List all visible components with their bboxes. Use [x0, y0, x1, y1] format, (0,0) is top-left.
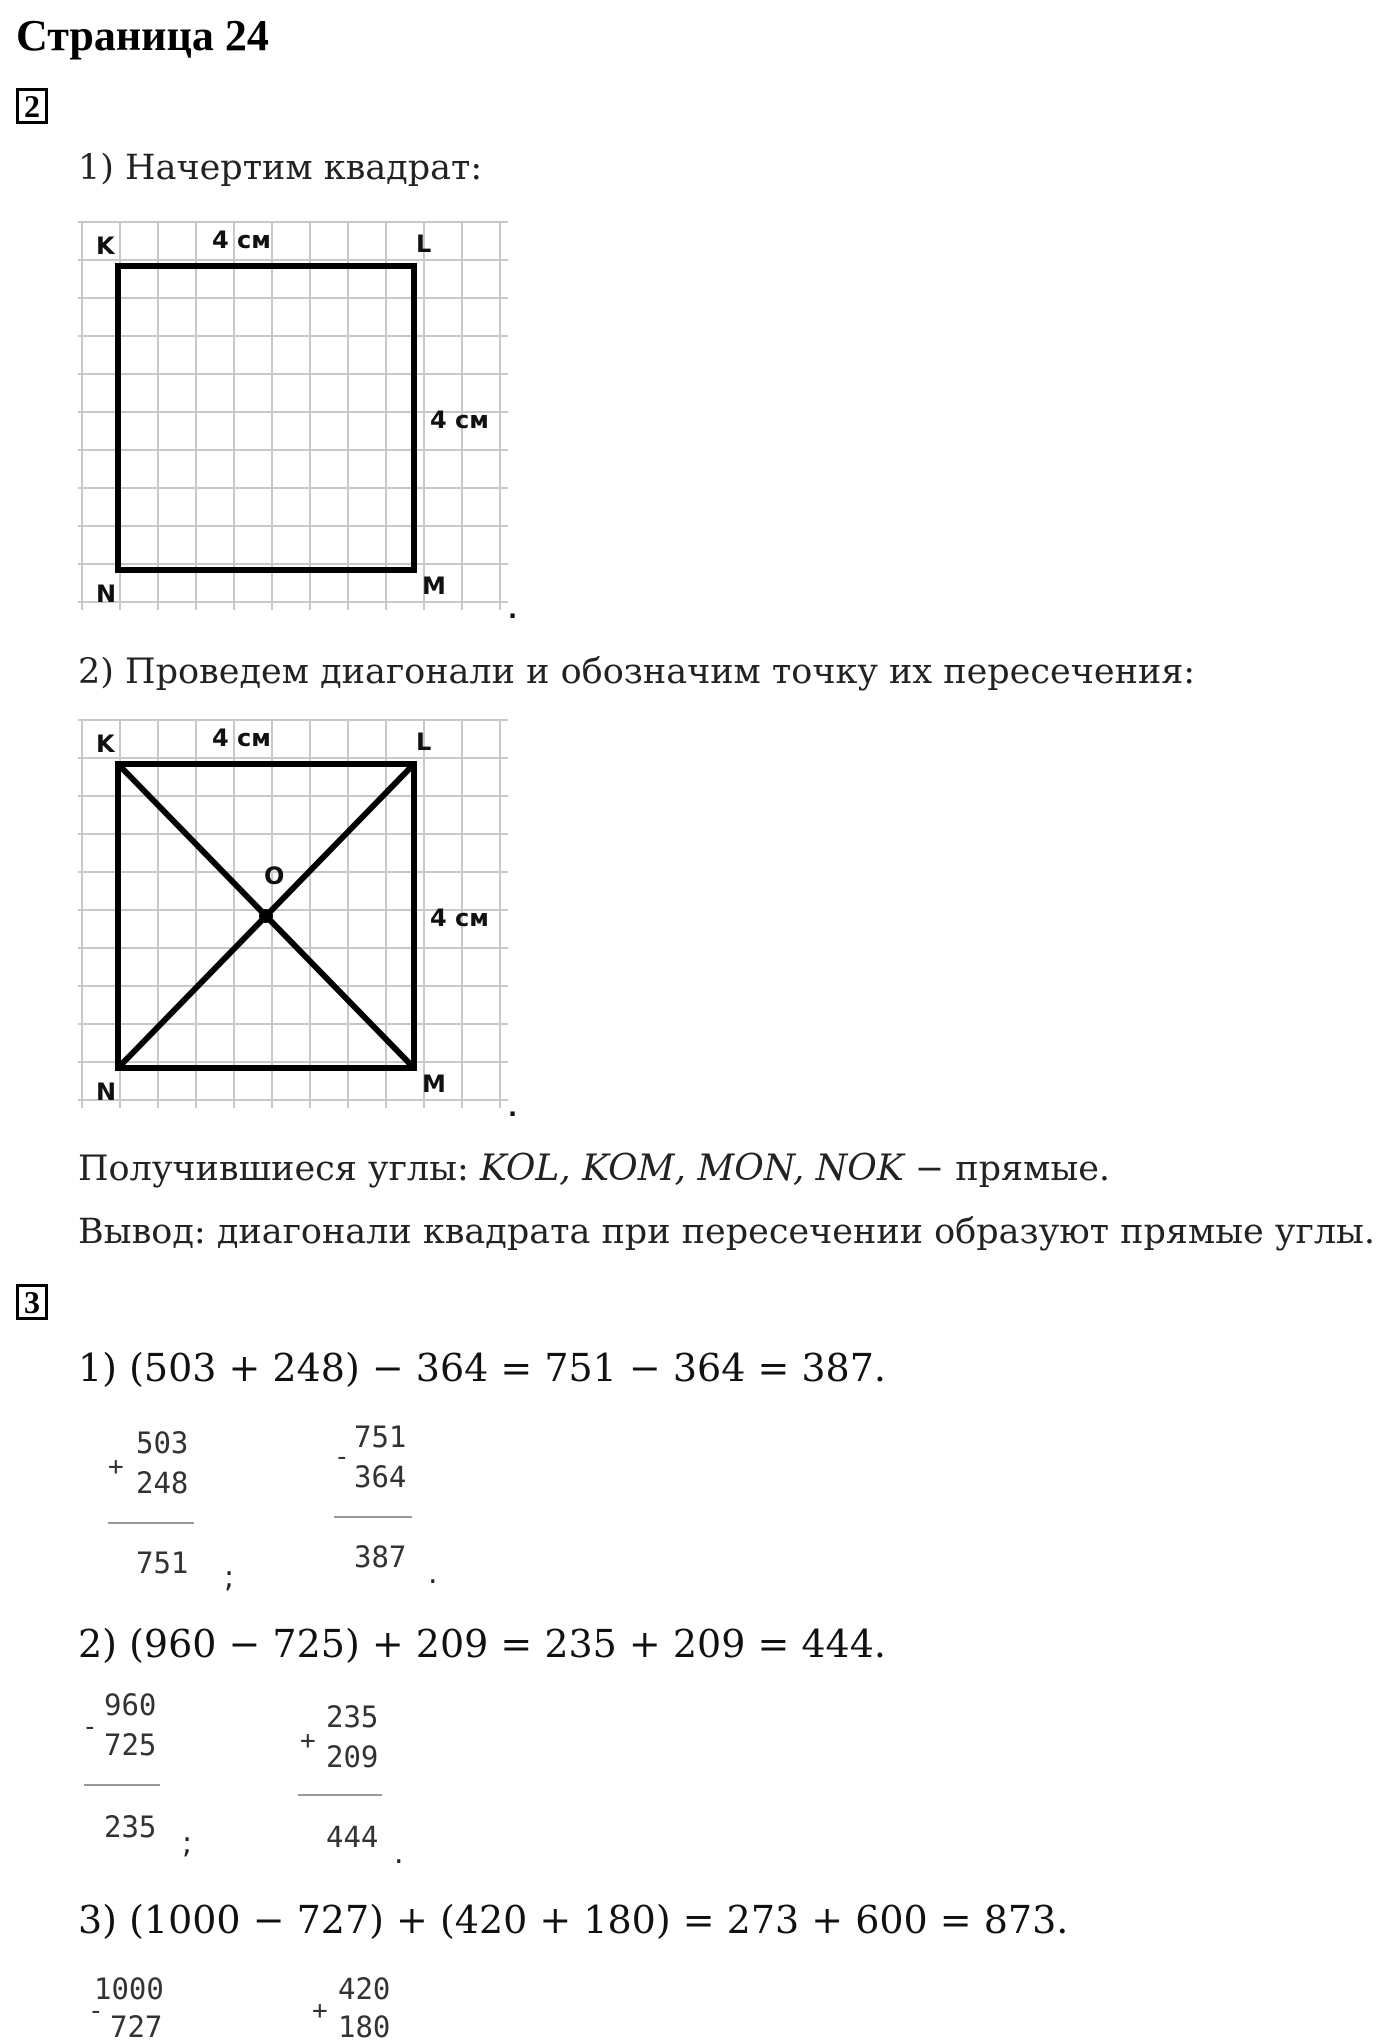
page-title: Страница 24 [16, 11, 269, 60]
figure-end-mark: . [508, 1094, 518, 1122]
result-line [84, 1784, 160, 1786]
equation-1: 1) (503 + 248) − 364 = 751 − 364 = 387. [78, 1346, 886, 1390]
top-side-length: 4 см [212, 226, 271, 254]
operation-sign: - [82, 1712, 98, 1742]
result-number: 444 [326, 1820, 379, 1854]
bottom-number: 364 [354, 1460, 407, 1494]
intersection-point-o [259, 909, 273, 923]
top-number: 503 [136, 1426, 189, 1460]
result-line [334, 1516, 412, 1518]
separator: . [428, 1556, 438, 1591]
square-klmn [118, 266, 414, 570]
separator: . [394, 1836, 404, 1871]
task-number-3: 3 [16, 1284, 48, 1320]
vertex-k-label: K [96, 730, 115, 758]
figure-end-mark: . [508, 596, 518, 624]
square-figure [78, 218, 538, 628]
bottom-number: 727 [110, 2010, 163, 2044]
operation-sign: - [334, 1442, 350, 1472]
square-diagonals-figure [78, 716, 538, 1126]
vertex-l-label: L [416, 230, 432, 258]
task-number-2: 2 [16, 88, 48, 124]
right-side-length: 4 см [430, 406, 489, 434]
bottom-number: 180 [338, 2010, 391, 2044]
vertex-l-label: L [416, 728, 432, 756]
right-side-length: 4 см [430, 904, 489, 932]
operation-sign: - [88, 1996, 104, 2026]
task2-step2: 2) Проведем диагонали и обозначим точку их пересечения: [78, 652, 1196, 692]
angles-list: KOL, KOM, MON, NOK [479, 1148, 904, 1189]
angles-prefix: Получившиеся углы: [78, 1149, 480, 1189]
vertex-m-label: M [422, 1070, 446, 1098]
result-number: 235 [104, 1810, 157, 1844]
result-line [298, 1794, 382, 1796]
vertex-n-label: N [96, 580, 117, 608]
top-side-length: 4 см [212, 724, 271, 752]
equation-3: 3) (1000 − 727) + (420 + 180) = 273 + 600 = 873. [78, 1898, 1069, 1942]
separator: ; [224, 1560, 235, 1595]
angles-suffix: − прямые. [903, 1149, 1111, 1189]
operation-sign: + [108, 1452, 124, 1482]
result-line [108, 1522, 194, 1524]
top-number: 751 [354, 1420, 407, 1454]
vertex-k-label: K [96, 232, 115, 260]
bottom-number: 209 [326, 1740, 379, 1774]
top-number: 960 [104, 1688, 157, 1722]
vertex-n-label: N [96, 1078, 117, 1106]
top-number: 1000 [94, 1972, 164, 2006]
task2-step1: 1) Начертим квадрат: [78, 148, 483, 188]
separator: ; [182, 1826, 193, 1861]
operation-sign: + [300, 1726, 316, 1756]
point-o-label: O [264, 862, 285, 890]
equation-2: 2) (960 − 725) + 209 = 235 + 209 = 444. [78, 1622, 886, 1666]
result-number: 751 [136, 1546, 189, 1580]
bottom-number: 248 [136, 1466, 189, 1500]
top-number: 235 [326, 1700, 379, 1734]
angles-line [78, 1148, 1110, 1189]
top-number: 420 [338, 1972, 391, 2006]
operation-sign: + [312, 1996, 328, 2026]
vertex-m-label: M [422, 572, 446, 600]
result-number: 387 [354, 1540, 407, 1574]
bottom-number: 725 [104, 1728, 157, 1762]
conclusion: Вывод: диагонали квадрата при пересечении образуют прямые углы. [78, 1212, 1376, 1252]
